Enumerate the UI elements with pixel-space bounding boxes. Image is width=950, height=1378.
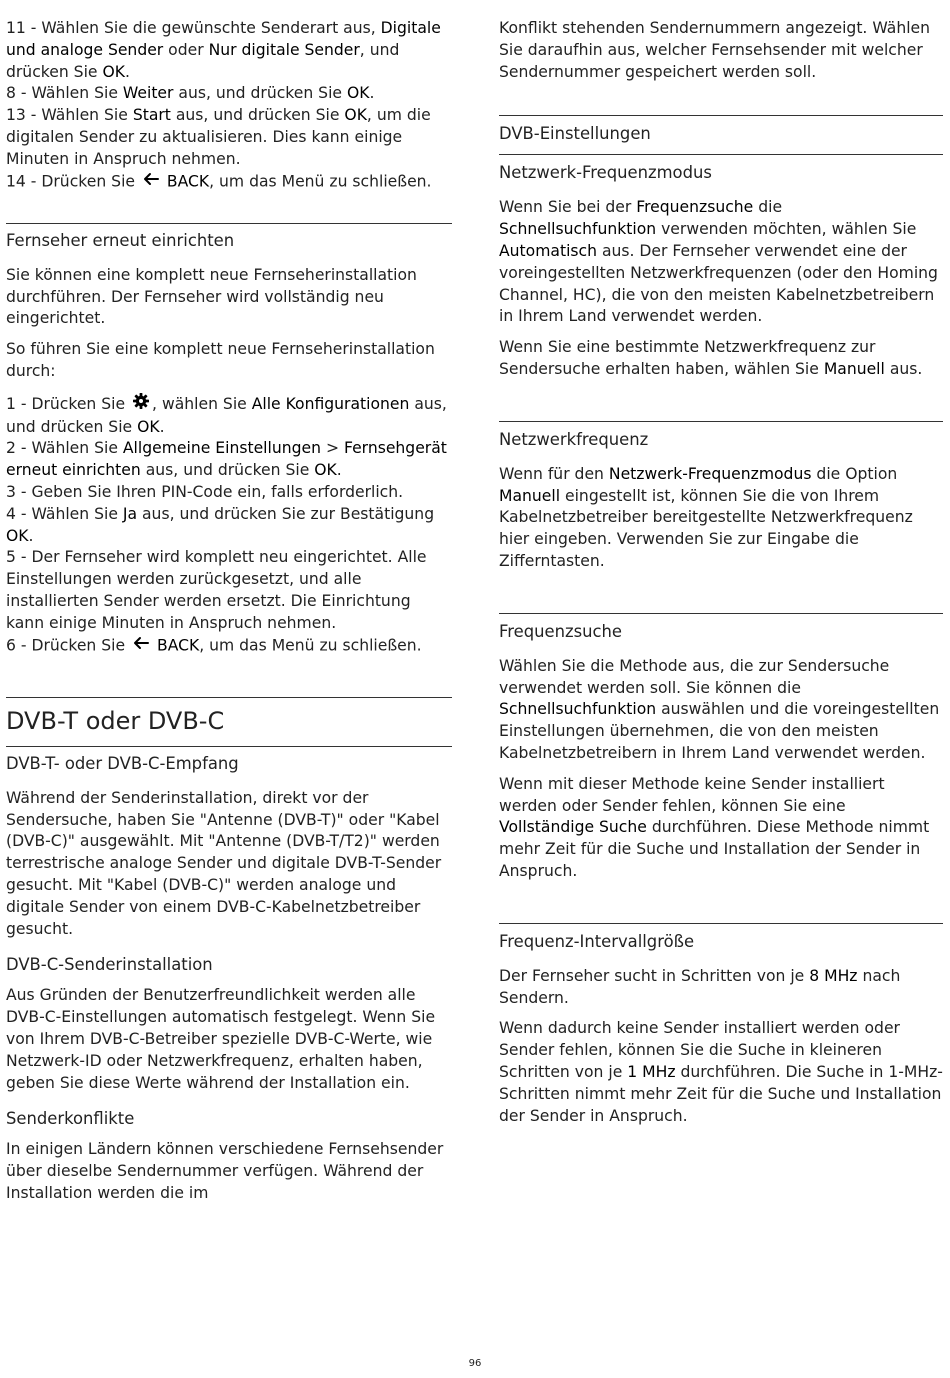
paragraph: Wenn mit dieser Methode keine Sender installiert werden oder Sender fehlen, können Sie eine Vollständige Suche durchführen. Diese Methode nimmt mehr Zeit für die Suche und Installation der Sender in Anspruch.: [499, 774, 930, 880]
option-label: Nur digitale Sender: [208, 40, 360, 59]
option-label: Start: [132, 106, 171, 125]
right-column: [499, 18, 943, 1136]
section-heading: DVB-C-Senderinstallation: [6, 955, 213, 975]
step-number: 1 -: [6, 394, 32, 413]
step-text: Drücken Sie: [41, 171, 140, 190]
reinstall-step-2: [6, 438, 452, 482]
step-text: Geben Sie Ihren PIN-Code ein, falls erforderlich.: [31, 482, 404, 501]
paragraph: So führen Sie eine komplett neue Fernseherinstallation durch:: [6, 340, 435, 380]
step-11: [6, 18, 452, 83]
section-heading: Fernseher erneut einrichten: [6, 230, 235, 250]
divider: [499, 923, 943, 924]
step-text: aus, und drücken Sie: [173, 84, 347, 103]
paragraph: Während der Senderinstallation, direkt vor der Sendersuche, haben Sie "Antenne (DVB-T)" oder "Kabel (DVB-C)" ausgewählt. Mit "Antenne (DVB-T/T2)" werden terrestrische analoge Sender und digitale DVB-T-Sender gesucht. Mit "Kabel (DVB-C)" werden analoge und digitale Sender von einem DVB-C-Kabelnetzbetreiber gesucht.: [6, 788, 442, 938]
section-heading: Netzwerkfrequenz: [499, 429, 649, 449]
step-number: 3 -: [6, 482, 32, 501]
paragraph: Wenn für den Netzwerk-Frequenzmodus die Option Manuell eingestellt ist, können Sie die von Ihrem Kabelnetzbetreiber bereitgestellte Netzwerkfrequenz hier eingeben. Verwenden Sie zur Eingabe die Zifferntasten.: [499, 464, 913, 570]
step-text: Drücken Sie: [31, 394, 131, 413]
divider: [499, 421, 943, 422]
step-text: Wählen Sie die gewünschte Senderart aus,: [41, 19, 381, 37]
step-text: Der Fernseher wird komplett neu eingerichtet. Alle Einstellungen werden zurückgesetzt, und alle installierten Sender werden ersetzt. Die Einrichtung kann einige Minuten in Anspruch nehmen.: [6, 548, 427, 632]
ok-key-label: OK: [102, 62, 125, 81]
paragraph: Wählen Sie die Methode aus, die zur Sendersuche verwendet werden soll. Sie können die Schnellsuchfunktion auswählen und die voreingestellten Einstellungen übernehmen, die von den meisten Kabelnetzbetreibern in Ihrem Land verwendet werden.: [499, 656, 940, 762]
divider: [499, 613, 943, 614]
step-text: .: [124, 62, 130, 81]
step-text: .: [336, 461, 342, 480]
back-arrow-icon: [132, 635, 150, 657]
paragraph: Der Fernseher sucht in Schritten von je 8 MHz nach Sendern.: [499, 966, 901, 1007]
ok-key-label: OK: [344, 106, 367, 125]
step-13: [6, 105, 452, 170]
step-number: 4 -: [6, 504, 32, 523]
reinstall-step-1: [6, 392, 452, 439]
section-heading: Frequenzsuche: [499, 621, 622, 641]
section-heading: Netzwerk-Frequenzmodus: [499, 163, 712, 183]
step-14: [6, 171, 452, 193]
ok-key-label: OK: [6, 526, 29, 545]
paragraph: In einigen Ländern können verschiedene Fernsehsender über dieselbe Sendernummer verfügen. Während der Installation werden die im: [6, 1140, 444, 1202]
paragraph: Konflikt stehenden Sendernummern angezeigt. Wählen Sie daraufhin aus, welcher Fernsehsender mit welcher Sendernummer gespeichert werden soll.: [499, 19, 931, 81]
section-heading: DVB-Einstellungen: [499, 124, 651, 144]
step-text: , um das Menü zu schließen.: [209, 171, 432, 190]
divider: [6, 223, 452, 224]
option-label: Fernsehgerät erneut einrichten: [6, 439, 447, 480]
paragraph: Wenn Sie bei der Frequenzsuche die Schnellsuchfunktion verwenden möchten, wählen Sie Automatisch aus. Der Fernseher verwendet eine der voreingestellten Netzwerkfrequenzen (oder den Homing Channel, HC), die von den meisten Kabelnetzbetreibern in Ihrem Land verwendet werden.: [499, 198, 938, 326]
step-text: Wählen Sie: [31, 84, 123, 103]
paragraph: Wenn Sie eine bestimmte Netzwerkfrequenz zur Sendersuche erhalten haben, wählen Sie Manuell aus.: [499, 338, 923, 378]
paragraph: Aus Gründen der Benutzerfreundlichkeit werden alle DVB-C-Einstellungen automatisch festgelegt. Wenn Sie von Ihrem DVB-C-Betreiber spezielle DVB-C-Werte, wie Netzwerk-ID oder Netzwerkfrequenz, erhalten haben, geben Sie diese Werte während der Installation ein.: [6, 986, 436, 1092]
step-text: aus, und drücken Sie: [170, 106, 345, 125]
gear-icon: [132, 392, 150, 417]
paragraph: Sie können eine komplett neue Fernseherinstallation durchführen. Der Fernseher wird vollständig neu eingerichtet.: [6, 265, 417, 328]
step-text: Wählen Sie: [31, 439, 123, 458]
section-heading: Senderkonflikte: [6, 1109, 135, 1129]
chapter-title: DVB-T oder DVB-C: [6, 706, 225, 735]
step-number: 2 -: [6, 439, 32, 458]
step-text: >: [320, 439, 344, 458]
step-text: , um das Menü zu schließen.: [199, 635, 422, 654]
option-label: Ja: [122, 504, 138, 523]
step-number: 5 -: [6, 548, 32, 567]
option-label: Weiter: [122, 84, 174, 103]
step-8: [6, 83, 452, 105]
step-number: 13 -: [6, 106, 42, 125]
ok-key-label: OK: [346, 84, 370, 103]
option-label: Alle Konfigurationen: [251, 394, 410, 413]
divider: [6, 746, 452, 747]
back-key-label: BACK: [152, 635, 200, 654]
option-label: Digitale und analoge Sender: [6, 19, 441, 59]
step-text: aus, und drücken Sie: [6, 394, 447, 436]
step-text: .: [369, 84, 375, 103]
divider: [499, 115, 943, 116]
reinstall-step-4: [6, 504, 452, 548]
step-text: .: [28, 526, 34, 545]
left-column: [6, 18, 452, 1214]
section-heading: Frequenz-Intervallgröße: [499, 931, 695, 951]
step-text: , um die digitalen Sender zu aktualisieren. Dies kann einige Minuten in Anspruch nehmen.: [6, 106, 431, 168]
step-text: Wählen Sie: [41, 106, 133, 125]
step-number: 14 -: [6, 171, 42, 190]
step-text: aus, und drücken Sie: [140, 461, 315, 480]
step-text: Wählen Sie: [31, 504, 123, 523]
step-text: , und drücken Sie: [6, 40, 400, 81]
section-heading: DVB-T- oder DVB-C-Empfang: [6, 753, 239, 773]
reinstall-step-3: [6, 482, 452, 504]
page-number: 96: [468, 1358, 482, 1369]
divider: [6, 697, 452, 698]
back-arrow-icon: [142, 171, 160, 193]
step-text: .: [159, 417, 165, 436]
option-label: Allgemeine Einstellungen: [122, 439, 321, 458]
step-text: , wählen Sie: [152, 394, 252, 413]
reinstall-step-5: [6, 547, 452, 634]
step-number: 6 -: [6, 635, 32, 654]
divider: [499, 154, 943, 155]
step-number: 8 -: [6, 84, 32, 103]
paragraph: Wenn dadurch keine Sender installiert werden oder Sender fehlen, können Sie die Suche in kleineren Schritten von je 1 MHz durchführen. Die Suche in 1-MHz-Schritten nimmt mehr Zeit für die Suche und Installation der Sender in Anspruch.: [499, 1019, 943, 1125]
step-text: oder: [163, 40, 209, 59]
reinstall-step-6: [6, 635, 452, 657]
ok-key-label: OK: [137, 417, 160, 436]
step-text: Drücken Sie: [31, 635, 131, 654]
step-number: 11 -: [6, 19, 42, 37]
ok-key-label: OK: [314, 461, 337, 480]
step-text: aus, und drücken Sie zur Bestätigung: [137, 504, 435, 523]
back-key-label: BACK: [161, 171, 210, 190]
